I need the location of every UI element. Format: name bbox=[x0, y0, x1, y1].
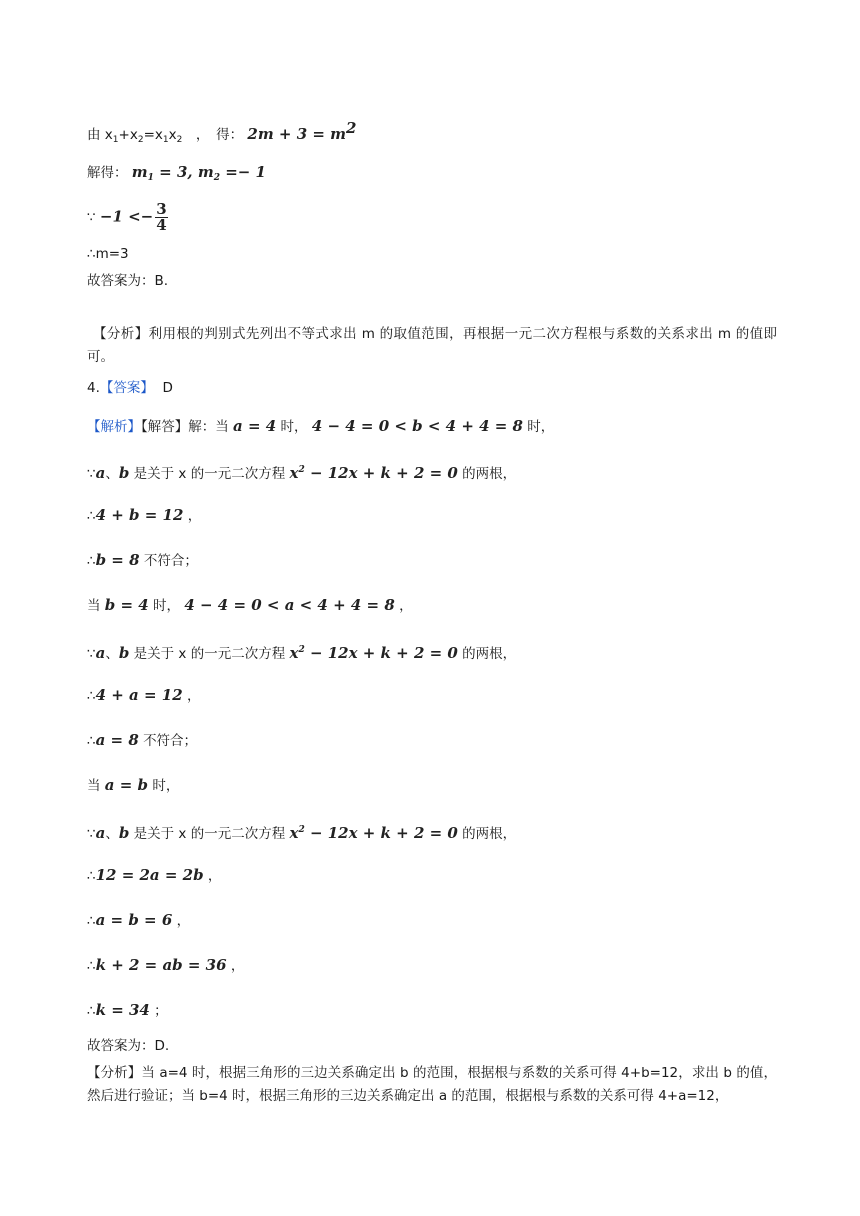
question-4-answer: 4.【答案】 D bbox=[87, 380, 173, 396]
analysis-paragraph-2: 【分析】当 a=4 时，根据三角形的三边关系确定出 b 的范围，根据根与系数的关系可得 4+b=12，求出 b 的值，然后进行验证；当 b=4 时，根据三角形的三边关系确定出 a 的范围，根据根与系数的关系可得 4+a=12， bbox=[87, 1065, 777, 1104]
solution-line-1: 【解析】【解答】解：当 a = 4 时， 4 − 4 = 0 < b < 4 + 4 = 8 时， bbox=[87, 417, 555, 435]
solution-line: 解得： $m_1 = 3$, $m_2 =- 1$ bbox=[87, 163, 266, 183]
solution-line-9: 当 a = b 时， bbox=[87, 776, 180, 794]
solution-line-12: ∴a = b = 6 ， bbox=[87, 911, 191, 929]
vieta-condition-line: 由 $x_1+x_2=x_1x_2$ ， 得： $2m + 3 = m^2$ bbox=[87, 119, 357, 145]
solution-line-14: ∴k = 34 ； bbox=[87, 1001, 168, 1019]
solution-line-13: ∴k + 2 = ab = 36 ， bbox=[87, 956, 245, 974]
solution-math: $m_1 = 3$, $m_2 =- 1$ bbox=[131, 163, 266, 183]
solution-line-10: ∵a、b 是关于 x 的一元二次方程 $x^2 - 12x + k + 2 = 0$ 的两根， bbox=[87, 824, 517, 842]
parse-tag: 【解析】 bbox=[87, 419, 141, 435]
solution-line-4: ∴b = 8 不符合； bbox=[87, 551, 198, 569]
answer-tag: 【答案】 bbox=[99, 380, 154, 396]
final-answer-line: 故答案为：D. bbox=[87, 1038, 170, 1054]
because-line: ∵ −1 <− $\frac{3}{4}$ bbox=[87, 200, 167, 234]
solution-line-6: ∵a、b 是关于 x 的一元二次方程 $x^2 - 12x + k + 2 = 0$ 的两根， bbox=[87, 644, 517, 662]
solution-line-8: ∴a = 8 不符合； bbox=[87, 731, 198, 749]
answer-line: 故答案为：B. bbox=[87, 273, 169, 289]
fraction: $\frac{3}{4}$ bbox=[156, 200, 167, 234]
solution-line-7: ∴4 + a = 12 ， bbox=[87, 686, 201, 704]
analysis-paragraph: 【分析】利用根的判别式先列出不等式求出 m 的取值范围，再根据一元二次方程根与系数的关系求出 m 的值即可。 bbox=[87, 326, 777, 365]
solution-line-3: ∴4 + b = 12 ， bbox=[87, 506, 202, 524]
solution-line-2: ∵a、b 是关于 x 的一元二次方程 $x^2 - 12x + k + 2 = 0$ 的两根， bbox=[87, 464, 517, 482]
solution-line-5: 当 b = 4 时， 4 − 4 = 0 < a < 4 + 4 = 8 ， bbox=[87, 596, 413, 614]
line-text: 由 x bbox=[87, 127, 113, 143]
therefore-line: ∴m=3 bbox=[87, 246, 129, 262]
solution-line-11: ∴12 = 2a = 2b ， bbox=[87, 866, 222, 884]
equation: 2m + 3 = m bbox=[247, 125, 347, 143]
